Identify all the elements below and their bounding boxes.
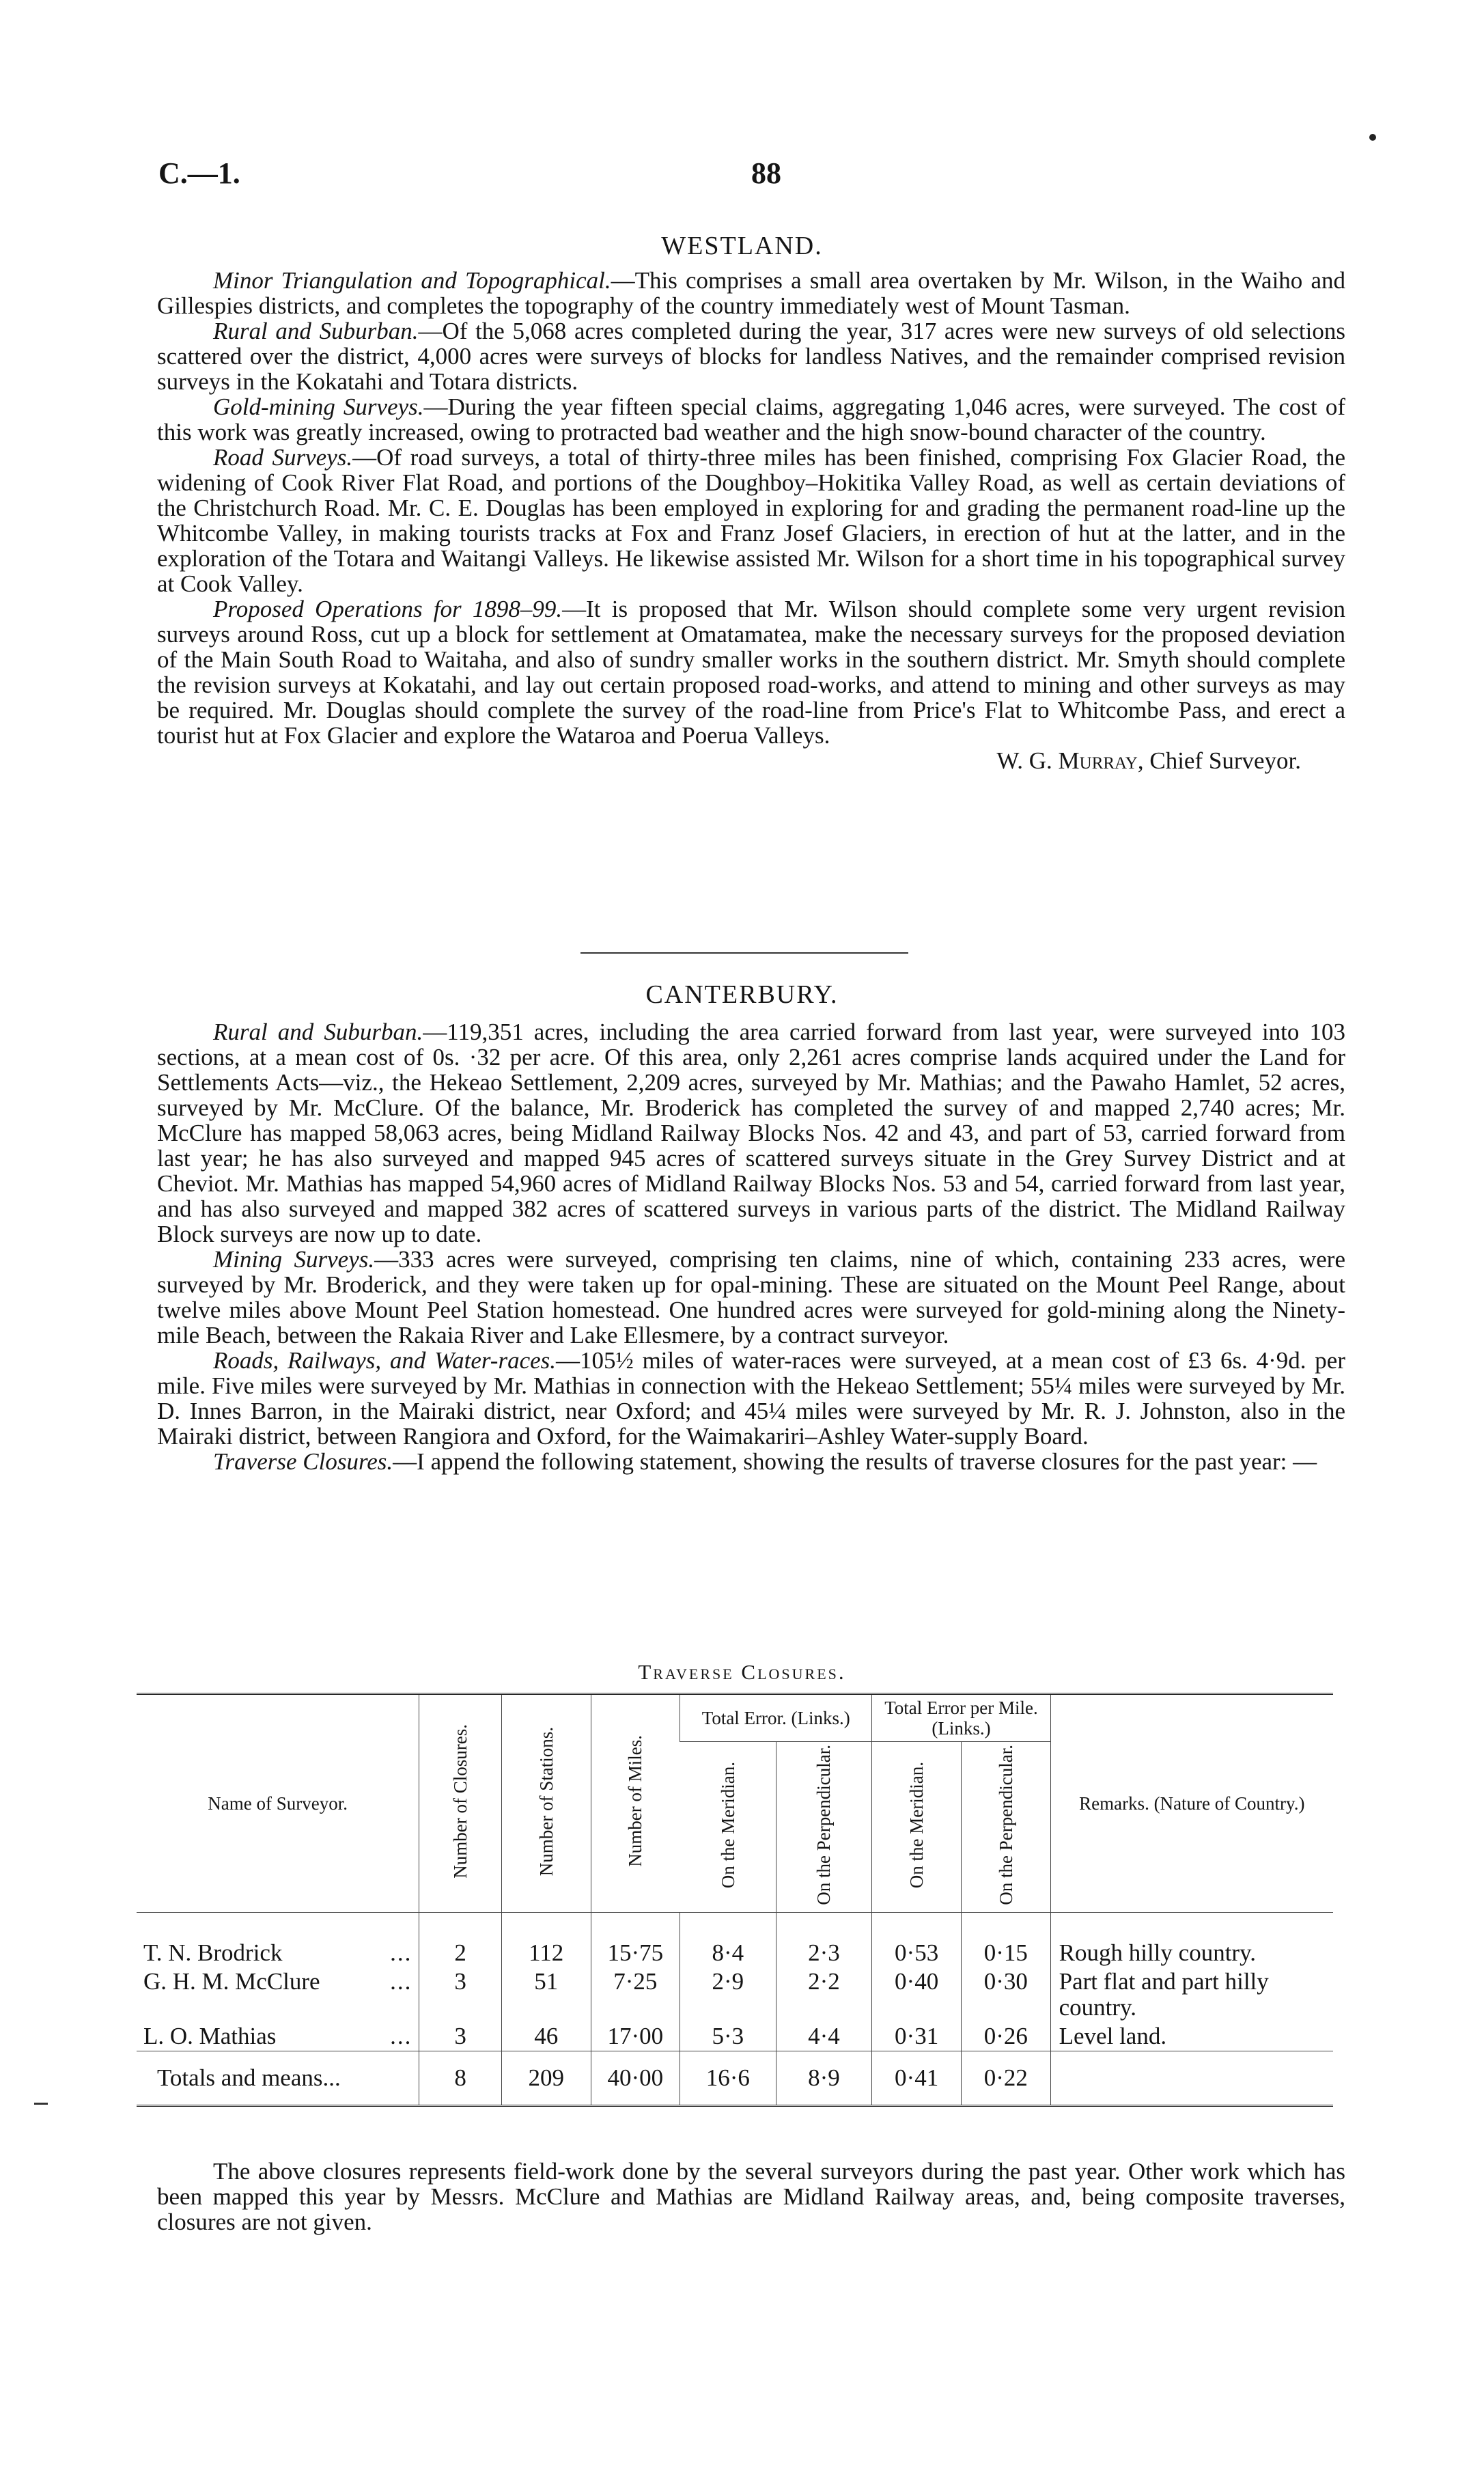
error-perpendicular-cell: 4·4 [776,2022,872,2051]
page-number: 88 [751,156,781,190]
stations-total: 209 [501,2051,591,2105]
permile-perpendicular-mean: 0·22 [961,2051,1050,2105]
header-stations: Number of Stations. [501,1694,591,1913]
header-permile-perpendicular: On the Perpendicular. [961,1742,1050,1913]
closures-total: 8 [419,2051,502,2105]
surveyor-name: G. H. M. McClure ... [143,1967,412,1995]
miles-cell: 17·00 [591,2022,680,2051]
westland-paragraph: Minor Triangulation and Topographical.—This comprises a small area overtaken by Mr. Wilson, in the Waiho and Gillespies districts, and completes the topography of the country immediately west of Mount Tasman. [157,267,1345,319]
header-total-perpendicular: On the Perpendicular. [776,1742,872,1913]
closures-cell: 2 [419,1912,502,1967]
ink-dot [1369,134,1376,141]
westland-heading: WESTLAND. [661,232,823,260]
surveyor-name: L. O. Mathias ... [143,2022,412,2049]
closing-paragraph: The above closures represents field-work done by the several surveyors during the past year. Other work which has been mapped this year by Messrs. McClure and Mathias are Midland Railway areas, and, being composite traverses, closures are not given. [157,2158,1345,2235]
error-meridian-cell: 8·4 [680,1912,776,1967]
remarks-cell: Rough hilly country. [1050,1912,1333,1967]
canterbury-heading: CANTERBURY. [645,980,839,1009]
canterbury-section [157,1019,1345,1474]
table-row [137,1967,1333,2022]
permile-perpendicular-cell: 0·26 [961,2022,1050,2051]
closures-cell: 3 [419,1967,502,2022]
closures-cell: 3 [419,2022,502,2051]
section-divider [580,952,908,954]
permile-meridian-cell: 0·53 [872,1912,962,1967]
header-error-per-mile: Total Error per Mile. (Links.) [872,1694,1050,1742]
permile-meridian-cell: 0·31 [872,2022,962,2051]
stations-cell: 112 [501,1912,591,1967]
permile-perpendicular-cell: 0·15 [961,1912,1050,1967]
margin-dash [34,2103,48,2105]
westland-paragraph: Proposed Operations for 1898–99.—It is proposed that Mr. Wilson should complete some very urgent revision surveys around Ross, cut up a block for settlement at Omatamatea, make the necessary surveys for the proposed deviation of the Main South Road to Waitaha, and also of sundry smaller works in the southern district. Mr. Smyth should complete the revision surveys at Kokatahi, and lay out certain proposed road-works, and attend to mining and other surveys as may be required. Mr. Douglas should complete the survey of the road-line from Price's Flat to Whitcombe Pass, and erect a tourist hut at Fox Glacier and explore the Wataroa and Poerua Valleys. [157,596,1345,749]
table-caption: Traverse Closures. [638,1660,846,1684]
traverse-closures-table [137,1693,1333,2107]
permile-meridian-mean: 0·41 [872,2051,962,2105]
stations-cell: 46 [501,2022,591,2051]
totals-row [137,2051,1333,2105]
westland-signature: W. G. Murray, Chief Surveyor. [996,747,1301,774]
remarks-total [1050,2051,1333,2105]
header-total-meridian: On the Meridian. [680,1742,776,1913]
error-perpendicular-total: 8·9 [776,2051,872,2105]
header-name: Name of Surveyor. [137,1694,419,1913]
table-row [137,1912,1333,1967]
header-miles: Number of Miles. [591,1694,680,1913]
westland-paragraph: Rural and Suburban.—Of the 5,068 acres completed during the year, 317 acres were new surveys of old selections scattered over the district, 4,000 acres were surveys of blocks for landless Natives, and the remainder comprised revision surveys in the Kokatahi and Totara districts. [157,318,1345,395]
permile-meridian-cell: 0·40 [872,1967,962,2022]
canterbury-paragraph: Rural and Suburban.—119,351 acres, including the area carried forward from last year, were surveyed into 103 sections, at a mean cost of 0s. ·32 per acre. Of this area, only 2,261 acres comprise lands acquired under the Land for Settlements Acts—viz., the Hekeao Settlement, 2,209 acres, surveyed by Mr. Mathias; and the Pawaho Hamlet, 52 acres, surveyed by Mr. McClure. Of the balance, Mr. Broderick has completed the survey of and mapped 2,740 acres; Mr. McClure has mapped 58,063 acres, being Midland Railway Blocks Nos. 42 and 43, and part of 53, carried forward from last year; he has also surveyed and mapped 945 acres of scattered surveys situate in the Grey Survey District and at Cheviot. Mr. Mathias has mapped 54,960 acres of Midland Railway Blocks Nos. 53 and 54, carried forward from last year, and has also surveyed and mapped 382 acres of scattered surveys in various parts of the district. The Midland Railway Block surveys are now up to date. [157,1019,1345,1247]
miles-cell: 15·75 [591,1912,680,1967]
stations-cell: 51 [501,1967,591,2022]
error-meridian-cell: 2·9 [680,1967,776,2022]
error-perpendicular-cell: 2·3 [776,1912,872,1967]
miles-cell: 7·25 [591,1967,680,2022]
surveyor-name: T. N. Brodrick ... [143,1939,412,1966]
table-row [137,2022,1333,2051]
remarks-cell: Level land. [1050,2022,1333,2051]
error-meridian-cell: 5·3 [680,2022,776,2051]
westland-paragraph: Gold-mining Surveys.—During the year fifteen special claims, aggregating 1,046 acres, were surveyed. The cost of this work was greatly increased, owing to protracted bad weather and the high snow-bound character of the country. [157,393,1345,445]
westland-paragraph: Road Surveys.—Of road surveys, a total of thirty-three miles has been finished, comprising Fox Glacier Road, the widening of Cook River Flat Road, and portions of the Doughboy–Hokitika Valley Road, as well as certain deviations of the Christchurch Road. Mr. C. E. Douglas has been employed in exploring for and grading the permanent road-line up the Whitcombe Valley, in making tourists tracks at Fox and Franz Josef Glaciers, in erection of hut at the latter, and in the exploration of the Totara and Waitangi Valleys. He likewise assisted Mr. Wilson for a short time in his topographical survey at Cook Valley. [157,444,1345,597]
closing-note [157,2159,1345,2234]
canterbury-paragraph: Traverse Closures.—I append the following statement, showing the results of traverse closures for the past year: — [213,1448,1317,1475]
header-total-error: Total Error. (Links.) [680,1694,872,1742]
canterbury-paragraph: Roads, Railways, and Water-races.—105½ miles of water-races were surveyed, at a mean cost of £3 6s. 4·9d. per mile. Five miles were surveyed by Mr. Mathias in connection with the Hekeao Settlement; 55¼ miles were surveyed by Mr. D. Innes Barron, in the Mairaki district, near Oxford; and 45¼ miles were surveyed by Mr. R. J. Johnston, also in the Mairaki district, between Rangiora and Oxford, for the Waimakariri–Ashley Water-supply Board. [157,1347,1345,1450]
header-remarks: Remarks. (Nature of Country.) [1050,1694,1333,1913]
permile-perpendicular-cell: 0·30 [961,1967,1050,2022]
header-closures: Number of Closures. [419,1694,502,1913]
canterbury-paragraph: Mining Surveys.—333 acres were surveyed, comprising ten claims, nine of which, containing 233 acres, were surveyed by Mr. Broderick, and they were taken up for opal-mining. These are situated on the Mount Peel Range, about twelve miles above Mount Peel Station homestead. One hundred acres were surveyed for gold-mining along the Ninety-mile Beach, between the Rakaia River and Lake Ellesmere, by a contract surveyor. [157,1246,1345,1348]
miles-total: 40·00 [591,2051,680,2105]
header-permile-meridian: On the Meridian. [872,1742,962,1913]
totals-label: Totals and means... [137,2051,419,2105]
error-perpendicular-cell: 2·2 [776,1967,872,2022]
westland-section [157,268,1345,773]
document-reference: C.—1. [158,156,240,190]
table-header-row [137,1694,1333,1742]
remarks-cell: Part flat and part hilly country. [1050,1967,1333,2022]
error-meridian-total: 16·6 [680,2051,776,2105]
